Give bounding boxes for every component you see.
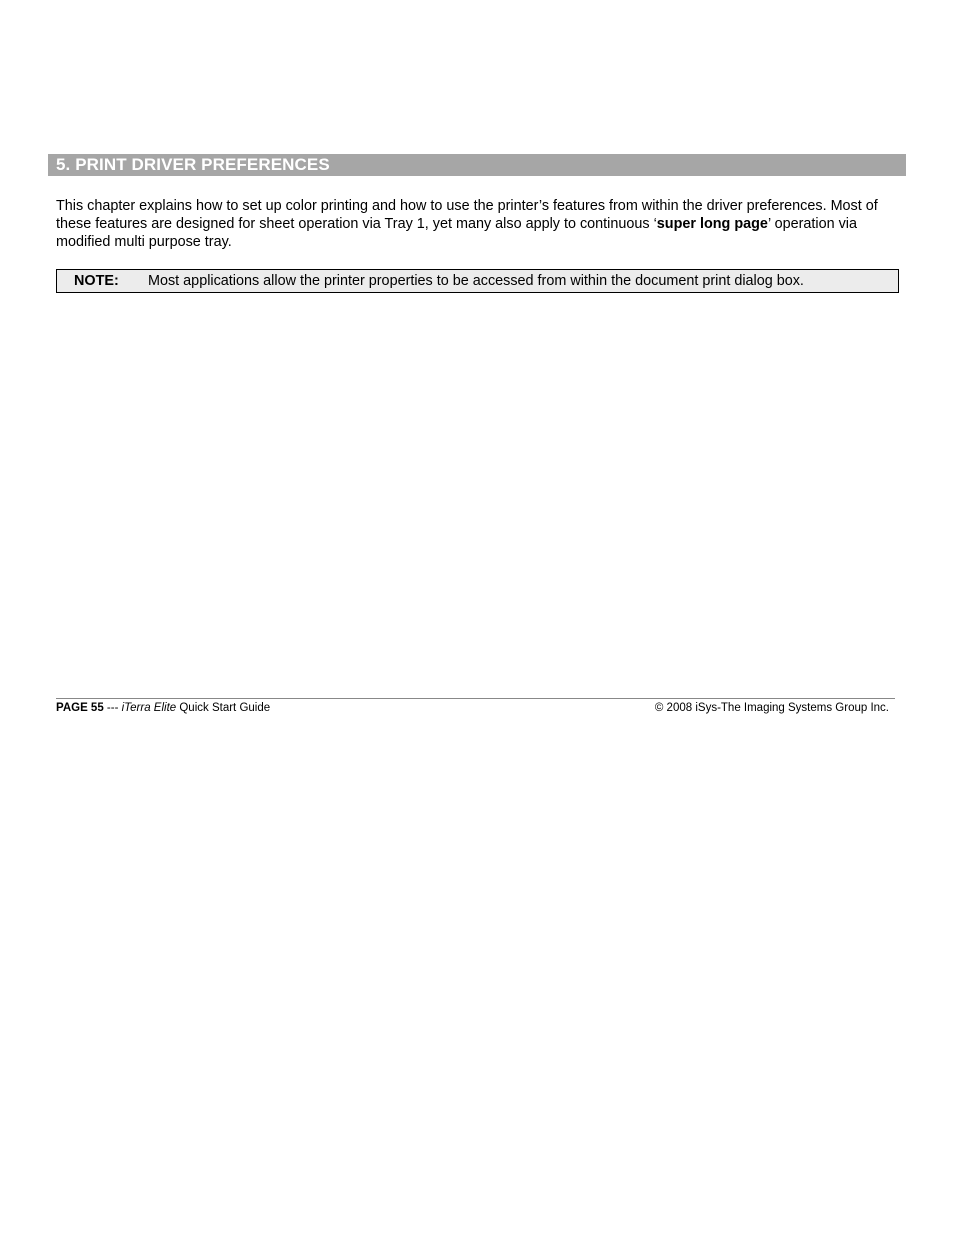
note-text: Most applications allow the printer properties to be accessed from within the document print dialog box. xyxy=(148,273,804,289)
footer-page-number: PAGE 55 xyxy=(56,702,104,714)
note-label: NOTE: xyxy=(74,273,119,289)
footer-divider xyxy=(56,698,895,699)
footer-product-name: iTerra Elite xyxy=(121,702,177,714)
note-box xyxy=(56,269,899,293)
footer-copyright: © 2008 iSys-The Imaging Systems Group Inc. xyxy=(654,702,889,714)
footer-separator: --- xyxy=(103,702,122,714)
section-heading: 5. PRINT DRIVER PREFERENCES xyxy=(48,154,906,176)
footer-page-info xyxy=(56,701,270,715)
intro-paragraph xyxy=(56,197,906,251)
footer-guide-name: Quick Start Guide xyxy=(176,702,271,714)
intro-text-end: ’ operation via modified multi purpose tray. xyxy=(56,216,858,250)
intro-bold-term: super long page xyxy=(656,216,768,232)
intro-text-start: This chapter explains how to set up color printing and how to use the printer’s features from within the driver preferences. Most of these features are designed for sheet operation via Tray 1, yet many also apply to continuous ‘ xyxy=(56,198,878,232)
